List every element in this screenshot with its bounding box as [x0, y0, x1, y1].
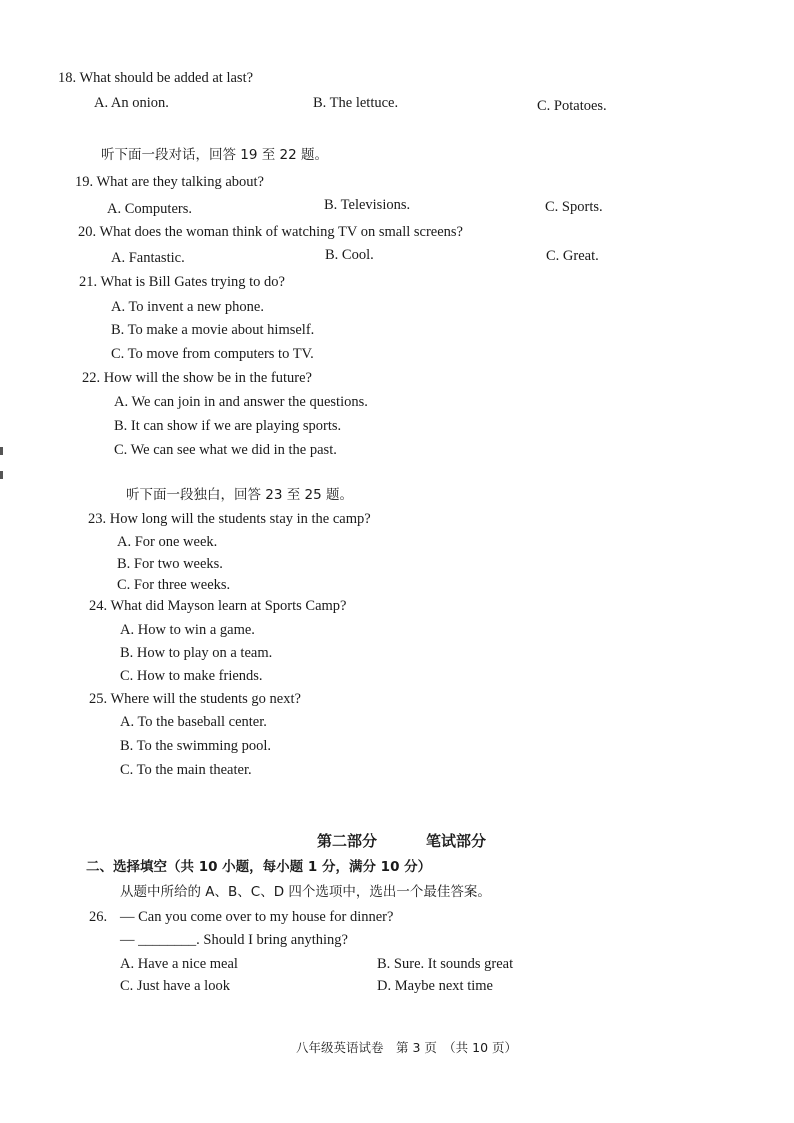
question-25-stem: 25. Where will the students go next?: [89, 691, 301, 707]
question-20-stem: 20. What does the woman think of watching TV on small screens?: [78, 224, 463, 240]
question-18-stem: 18. What should be added at last?: [58, 70, 254, 86]
question-26-option-b: B. Sure. It sounds great: [377, 956, 514, 972]
question-24-option-a: A. How to win a game.: [120, 622, 255, 638]
question-24-stem: 24. What did Mayson learn at Sports Camp?: [89, 598, 347, 614]
question-24-option-b: B. How to play on a team.: [120, 645, 273, 661]
question-19-stem: 19. What are they talking about?: [75, 174, 264, 190]
section-two-title: 二、选择填空（共 10 小题，每小题 1 分，满分 10 分）: [86, 859, 432, 875]
part-two-subtitle: 笔试部分: [426, 832, 487, 850]
question-21-stem: 21. What is Bill Gates trying to do?: [79, 274, 285, 290]
question-19-option-b: B. Televisions.: [324, 197, 411, 213]
question-22-stem: 22. How will the show be in the future?: [82, 370, 312, 386]
question-19-option-c: C. Sports.: [545, 199, 603, 215]
listening-instruction-monologue: 听下面一段独白，回答 23 至 25 题。: [126, 487, 354, 503]
question-26-option-c: C. Just have a look: [120, 978, 230, 994]
question-20-option-a: A. Fantastic.: [111, 250, 185, 266]
question-18-option-c: C. Potatoes.: [537, 98, 607, 114]
binding-mark: [0, 471, 3, 479]
binding-mark: [0, 447, 3, 455]
question-21-option-b: B. To make a movie about himself.: [111, 322, 315, 338]
page-footer: 八年级英语试卷 第 3 页 （共 10 页）: [296, 1040, 518, 1055]
question-22-option-a: A. We can join in and answer the questions.: [114, 394, 368, 410]
question-26-option-a: A. Have a nice meal: [120, 956, 238, 972]
section-two-instruction: 从题中所给的 A、B、C、D 四个选项中，选出一个最佳答案。: [120, 884, 491, 900]
question-23-option-a: A. For one week.: [117, 534, 218, 550]
question-21-option-a: A. To invent a new phone.: [111, 299, 264, 315]
question-25-option-b: B. To the swimming pool.: [120, 738, 271, 754]
question-26-line-1: — Can you come over to my house for dinner?: [120, 909, 394, 925]
question-22-option-c: C. We can see what we did in the past.: [114, 442, 337, 458]
question-26-option-d: D. Maybe next time: [377, 978, 493, 994]
question-22-option-b: B. It can show if we are playing sports.: [114, 418, 342, 434]
question-26-line-2: — ________. Should I bring anything?: [120, 932, 348, 948]
question-23-option-c: C. For three weeks.: [117, 577, 231, 593]
question-25-option-c: C. To the main theater.: [120, 762, 252, 778]
question-20-option-c: C. Great.: [546, 248, 599, 264]
question-25-option-a: A. To the baseball center.: [120, 714, 267, 730]
question-23-stem: 23. How long will the students stay in the camp?: [88, 511, 371, 527]
question-26-number: 26.: [89, 909, 108, 925]
question-20-option-b: B. Cool.: [325, 247, 374, 263]
question-21-option-c: C. To move from computers to TV.: [111, 346, 314, 362]
question-23-option-b: B. For two weeks.: [117, 556, 223, 572]
listening-instruction-dialogue: 听下面一段对话，回答 19 至 22 题。: [101, 147, 329, 163]
part-two-title: 第二部分: [317, 832, 378, 850]
question-18-option-a: A. An onion.: [94, 95, 169, 111]
question-18-option-b: B. The lettuce.: [313, 95, 399, 111]
question-19-option-a: A. Computers.: [107, 201, 192, 217]
question-24-option-c: C. How to make friends.: [120, 668, 263, 684]
